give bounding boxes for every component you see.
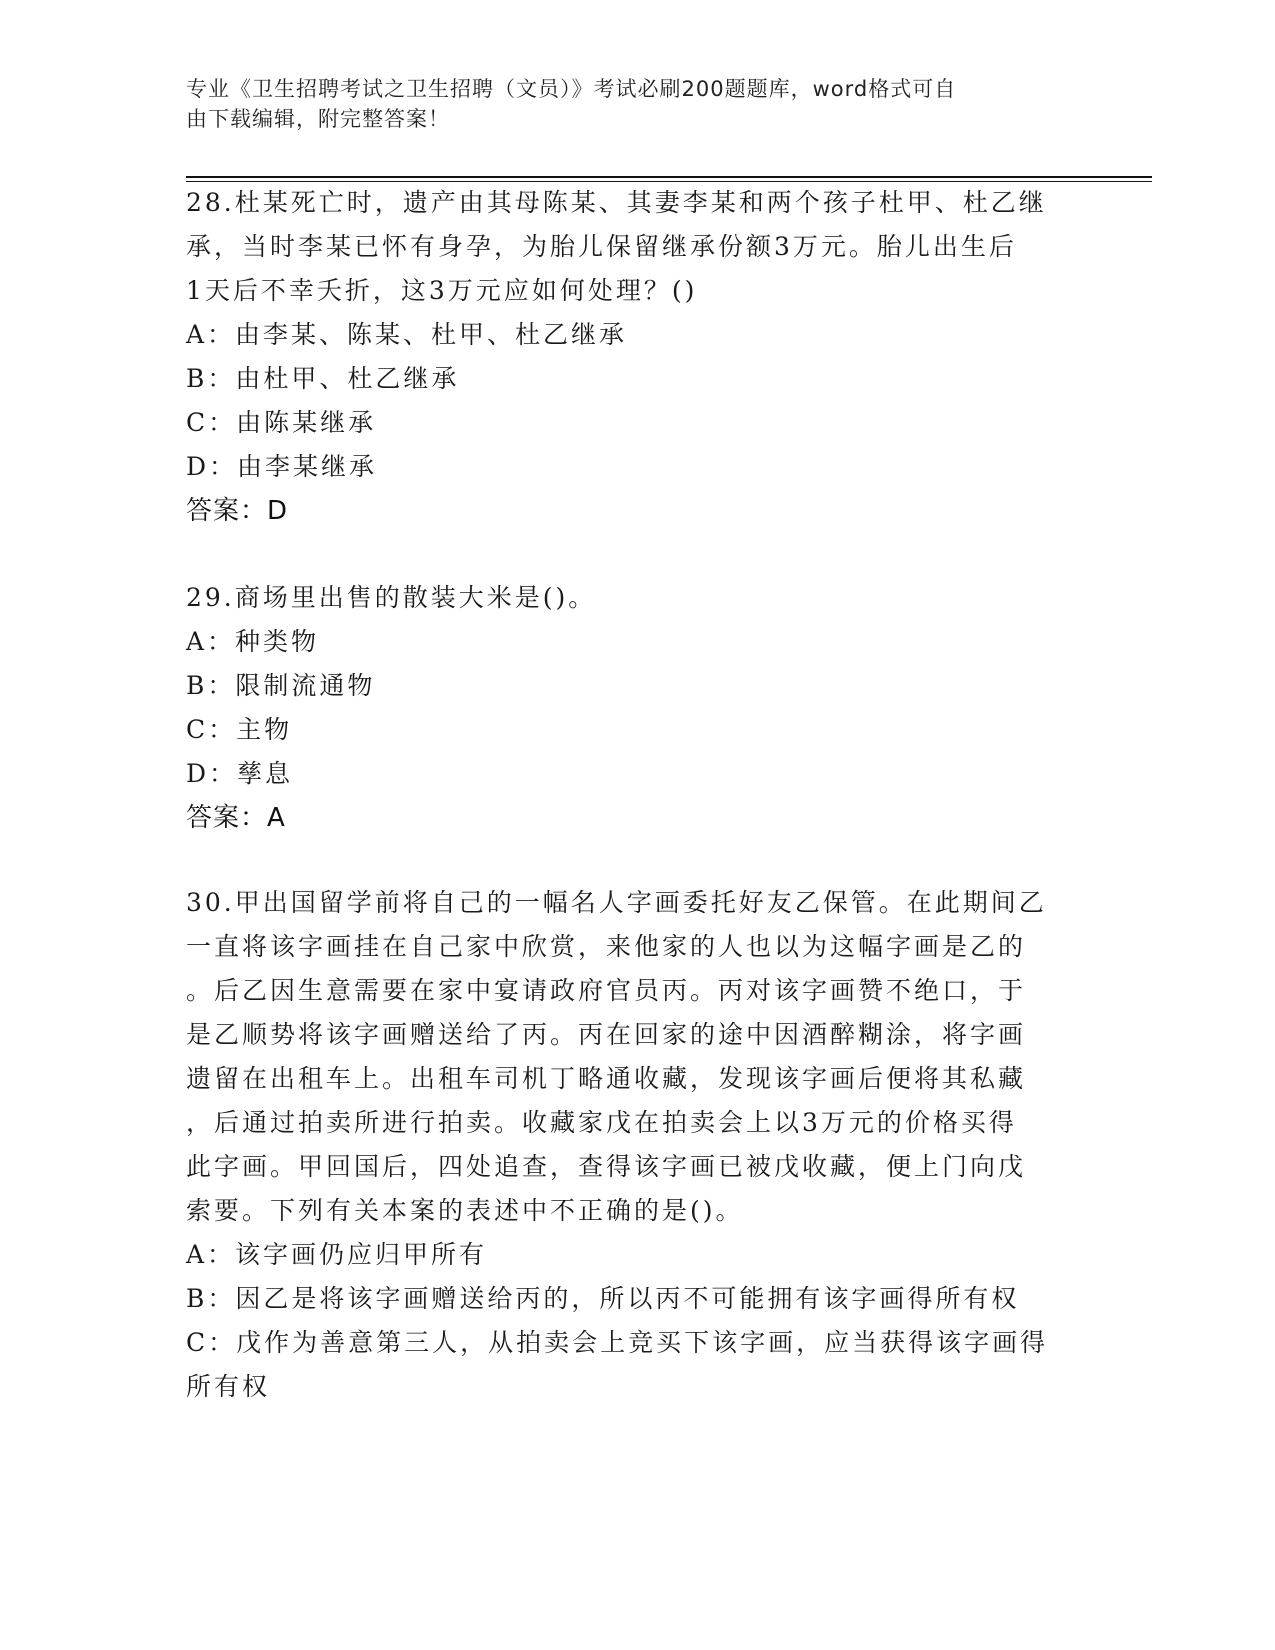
option-d: D：孳息: [186, 759, 294, 788]
option-b: B：因乙是将该字画赠送给丙的，所以丙不可能拥有该字画得所有权: [186, 1284, 1020, 1313]
question-stem-line: 一直将该字画挂在自己家中欣赏，来他家的人也以为这幅字画是乙的: [186, 932, 1027, 961]
answer-label: 答案：D: [186, 496, 289, 526]
question-stem-line: 28.杜某死亡时，遗产由其母陈某、其妻李某和两个孩子杜甲、杜乙继: [186, 188, 1047, 217]
option-a: A：由李某、陈某、杜甲、杜乙继承: [186, 320, 628, 349]
question-stem-line: 遗留在出租车上。出租车司机丁略通收藏，发现该字画后便将其私藏: [186, 1064, 1027, 1093]
option-c: C：戊作为善意第三人，从拍卖会上竞买下该字画，应当获得该字画得: [186, 1328, 1049, 1357]
option-b: B：限制流通物: [186, 671, 376, 700]
option-d: D：由李某继承: [186, 452, 378, 481]
option-c-continuation: 所有权: [186, 1372, 271, 1401]
header-line-2: 由下载编辑，附完整答案！: [186, 107, 450, 131]
option-a: A：种类物: [186, 627, 320, 656]
question-stem-line: 承，当时李某已怀有身孕，为胎儿保留继承份额3万元。胎儿出生后: [186, 232, 1017, 261]
document-header: [186, 74, 1066, 134]
question-stem-line: 1天后不幸夭折，这3万元应如何处理？(): [186, 276, 698, 305]
question-stem-line: ，后通过拍卖所进行拍卖。收藏家戊在拍卖会上以3万元的价格买得: [186, 1108, 1017, 1137]
question-stem-line: 索要。下列有关本案的表述中不正确的是()。: [186, 1196, 744, 1225]
option-a: A：该字画仍应归甲所有: [186, 1240, 488, 1269]
question-stem-line: 是乙顺势将该字画赠送给了丙。丙在回家的途中因酒醉糊涂，将字画: [186, 1020, 1027, 1049]
header-divider: [186, 176, 1152, 182]
option-c: C：由陈某继承: [186, 408, 377, 437]
option-b: B：由杜甲、杜乙继承: [186, 364, 460, 393]
question-stem-line: 30.甲出国留学前将自己的一幅名人字画委托好友乙保管。在此期间乙: [186, 888, 1047, 917]
answer-label: 答案：A: [186, 803, 286, 833]
question-stem-line: 。后乙因生意需要在家中宴请政府官员丙。丙对该字画赞不绝口，于: [186, 976, 1027, 1005]
header-line-1: 专业《卫生招聘考试之卫生招聘（文员）》考试必刷200题题库，word格式可自: [186, 77, 957, 101]
question-stem-line: 29.商场里出售的散装大米是()。: [186, 583, 597, 612]
question-stem-line: 此字画。甲回国后，四处追查，查得该字画已被戊收藏，便上门向戊: [186, 1152, 1027, 1181]
option-c: C：主物: [186, 715, 293, 744]
